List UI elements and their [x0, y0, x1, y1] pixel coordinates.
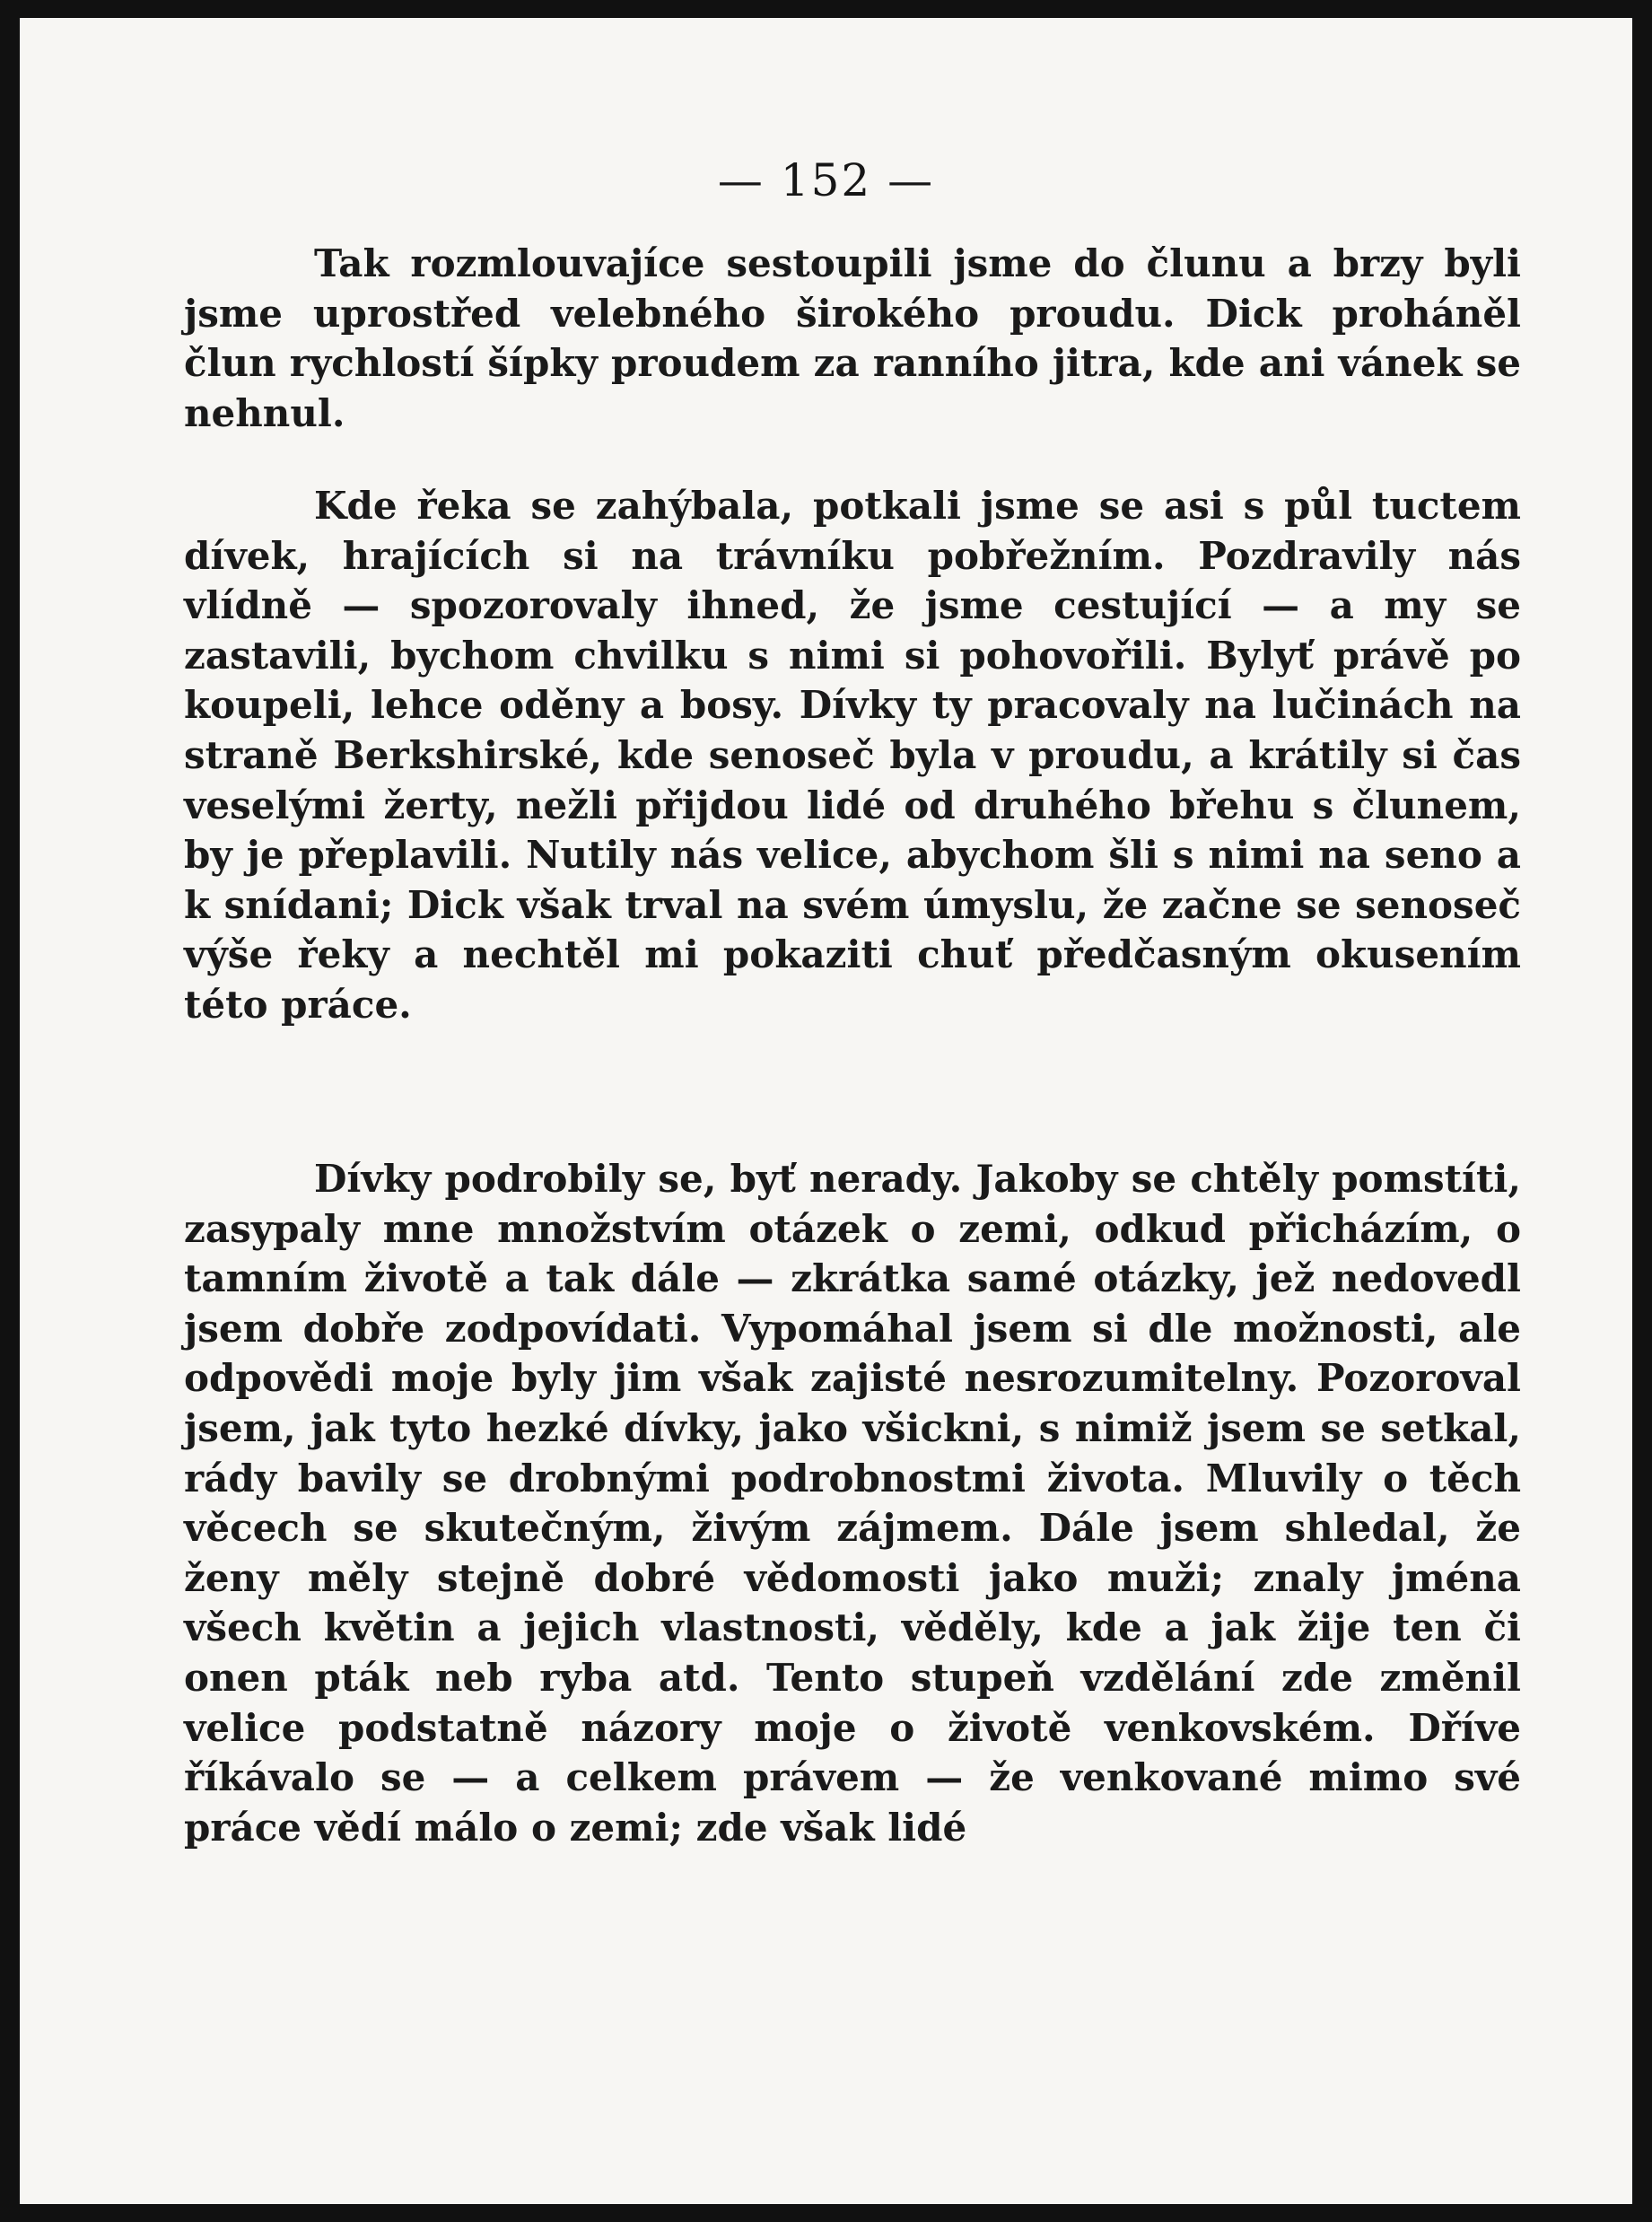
paragraph-2 [184, 481, 1521, 1030]
paragraph-3 [184, 1154, 1521, 1852]
paragraph-text: Kde řeka se zahýbala, potkali jsme se asi s půl tuctem dívek, hrajících si na trávníku pobřežním. Pozdravily nás vlídně — spozorovaly ihned, že jsme cestující — a my se zastavili, bychom chvilku s nimi si pohovořili. Bylyť právě po koupeli, lehce oděny a bosy. Dívky ty pracovaly na lučinách na straně Berkshirské, kde senoseč byla v proudu, a krátily si čas veselými žerty, nežli přijdou lidé od druhého břehu s člunem, by je přeplavili. Nutily nás velice, abychom šli s nimi na seno a k snídani; Dick však trval na svém úmyslu, že začne se senoseč výše řeky a nechtěl mi pokaziti chuť předčasným okusením této práce. [184, 484, 1521, 1027]
book-page [20, 18, 1632, 2204]
page-number: — 152 — [717, 154, 935, 206]
paragraph-text: Dívky podrobily se, byť nerady. Jakoby se chtěly pomstíti, zasypaly mne množstvím otázek o zemi, odkud přicházím, o tamním životě a tak dále — zkrátka samé otázky, jež nedovedl jsem dobře zodpovídati. Vypomáhal jsem si dle možnosti, ale odpovědi moje byly jim však zajisté nesrozumitelny. Pozoroval jsem, jak tyto hezké dívky, jako všickni, s nimiž jsem se setkal, rády bavily se drobnými podrobnostmi života. Mluvily o těch věcech se skutečným, živým zájmem. Dále jsem shledal, že ženy měly stejně dobré vědomosti jako muži; znaly jména všech květin a jejich vlastnosti, věděly, kde a jak žije ten či onen pták neb ryba atd. Tento stupeň vzdělání zde změnil velice podstatně názory moje o životě venkovském. Dříve říkávalo se — a celkem právem — že venkované mimo své práce vědí málo o zemi; zde však lidé [184, 1157, 1521, 1850]
paragraph-text: Tak rozmlouvajíce sestoupili jsme do člunu a brzy byli jsme uprostřed velebného širokého proudu. Dick proháněl člun rychlostí šípky proudem za ranního jitra, kde ani vánek se nehnul. [184, 241, 1521, 435]
paragraph-1 [184, 239, 1521, 438]
